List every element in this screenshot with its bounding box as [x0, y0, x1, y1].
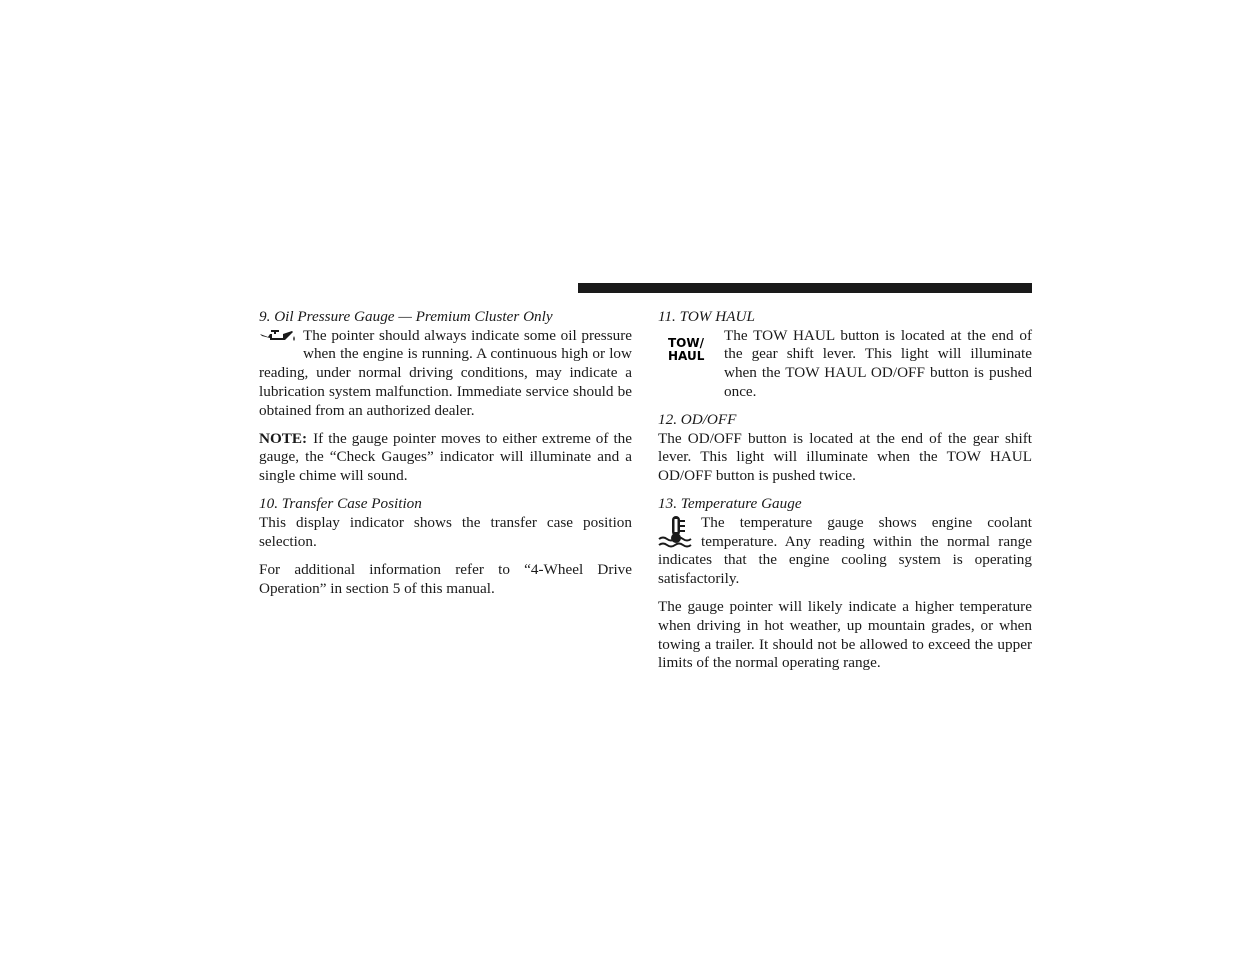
od-off-heading: 12. OD/OFF [658, 411, 737, 429]
temperature-text: The temperature gauge shows engine coolant temperature. Any reading within the normal range indicates that the engine cooling system is operating satisfactorily. [658, 514, 1032, 588]
temperature-paragraph [658, 514, 1032, 589]
od-off-text: The OD/OFF button is located at the end of the gear shift lever. This light will illuminate when the TOW HAUL OD/OFF button is pushed twice. [658, 429, 1032, 485]
tow-icon-line2: HAUL [668, 348, 705, 363]
tow-haul-heading: 11. TOW HAUL [658, 308, 755, 325]
note-label: NOTE: [259, 429, 308, 447]
note-text: If the gauge pointer moves to either extreme of the gauge, the “Check Gauges” indicator will illuminate and a single chime will sound. [259, 429, 632, 485]
oil-pressure-paragraph [259, 327, 632, 421]
oil-pressure-text: The pointer should always indicate some oil pressure when the engine is running. A continuous high or low reading, under normal driving conditions, may indicate a lubrication system malfunction. Immediate service should be obtained from an authorized dealer. [259, 326, 632, 419]
right-column [658, 308, 1032, 673]
temperature-extra: The gauge pointer will likely indicate a higher temperature when driving in hot weather, up mountain grades, or when towing a trailer. It should not be allowed to exceed the upper limits of the normal operating range. [658, 598, 1032, 672]
transfer-case-heading: 10. Transfer Case Position [259, 495, 422, 513]
left-column [259, 308, 632, 598]
transfer-case-reference: For additional information refer to “4-Wheel Drive Operation” in section 5 of this manual. [259, 560, 632, 597]
temperature-gauge-heading: 13. Temperature Gauge [658, 495, 802, 513]
section-header-bar [578, 283, 1032, 293]
note-paragraph [259, 430, 632, 486]
transfer-case-text: This display indicator shows the transfer case position selection. [259, 514, 632, 550]
oil-pressure-heading: 9. Oil Pressure Gauge — Premium Cluster Only [259, 308, 553, 325]
tow-haul-block [658, 327, 1032, 402]
tow-haul-icon [658, 327, 724, 402]
tow-haul-text: The TOW HAUL button is located at the end of the gear shift lever. This light will illuminate when the TOW HAUL OD/OFF button is pushed once. [724, 326, 1032, 400]
oil-can-icon [259, 328, 296, 346]
tow-icon-line1: TOW/ [668, 335, 705, 350]
coolant-temperature-icon [657, 515, 695, 549]
